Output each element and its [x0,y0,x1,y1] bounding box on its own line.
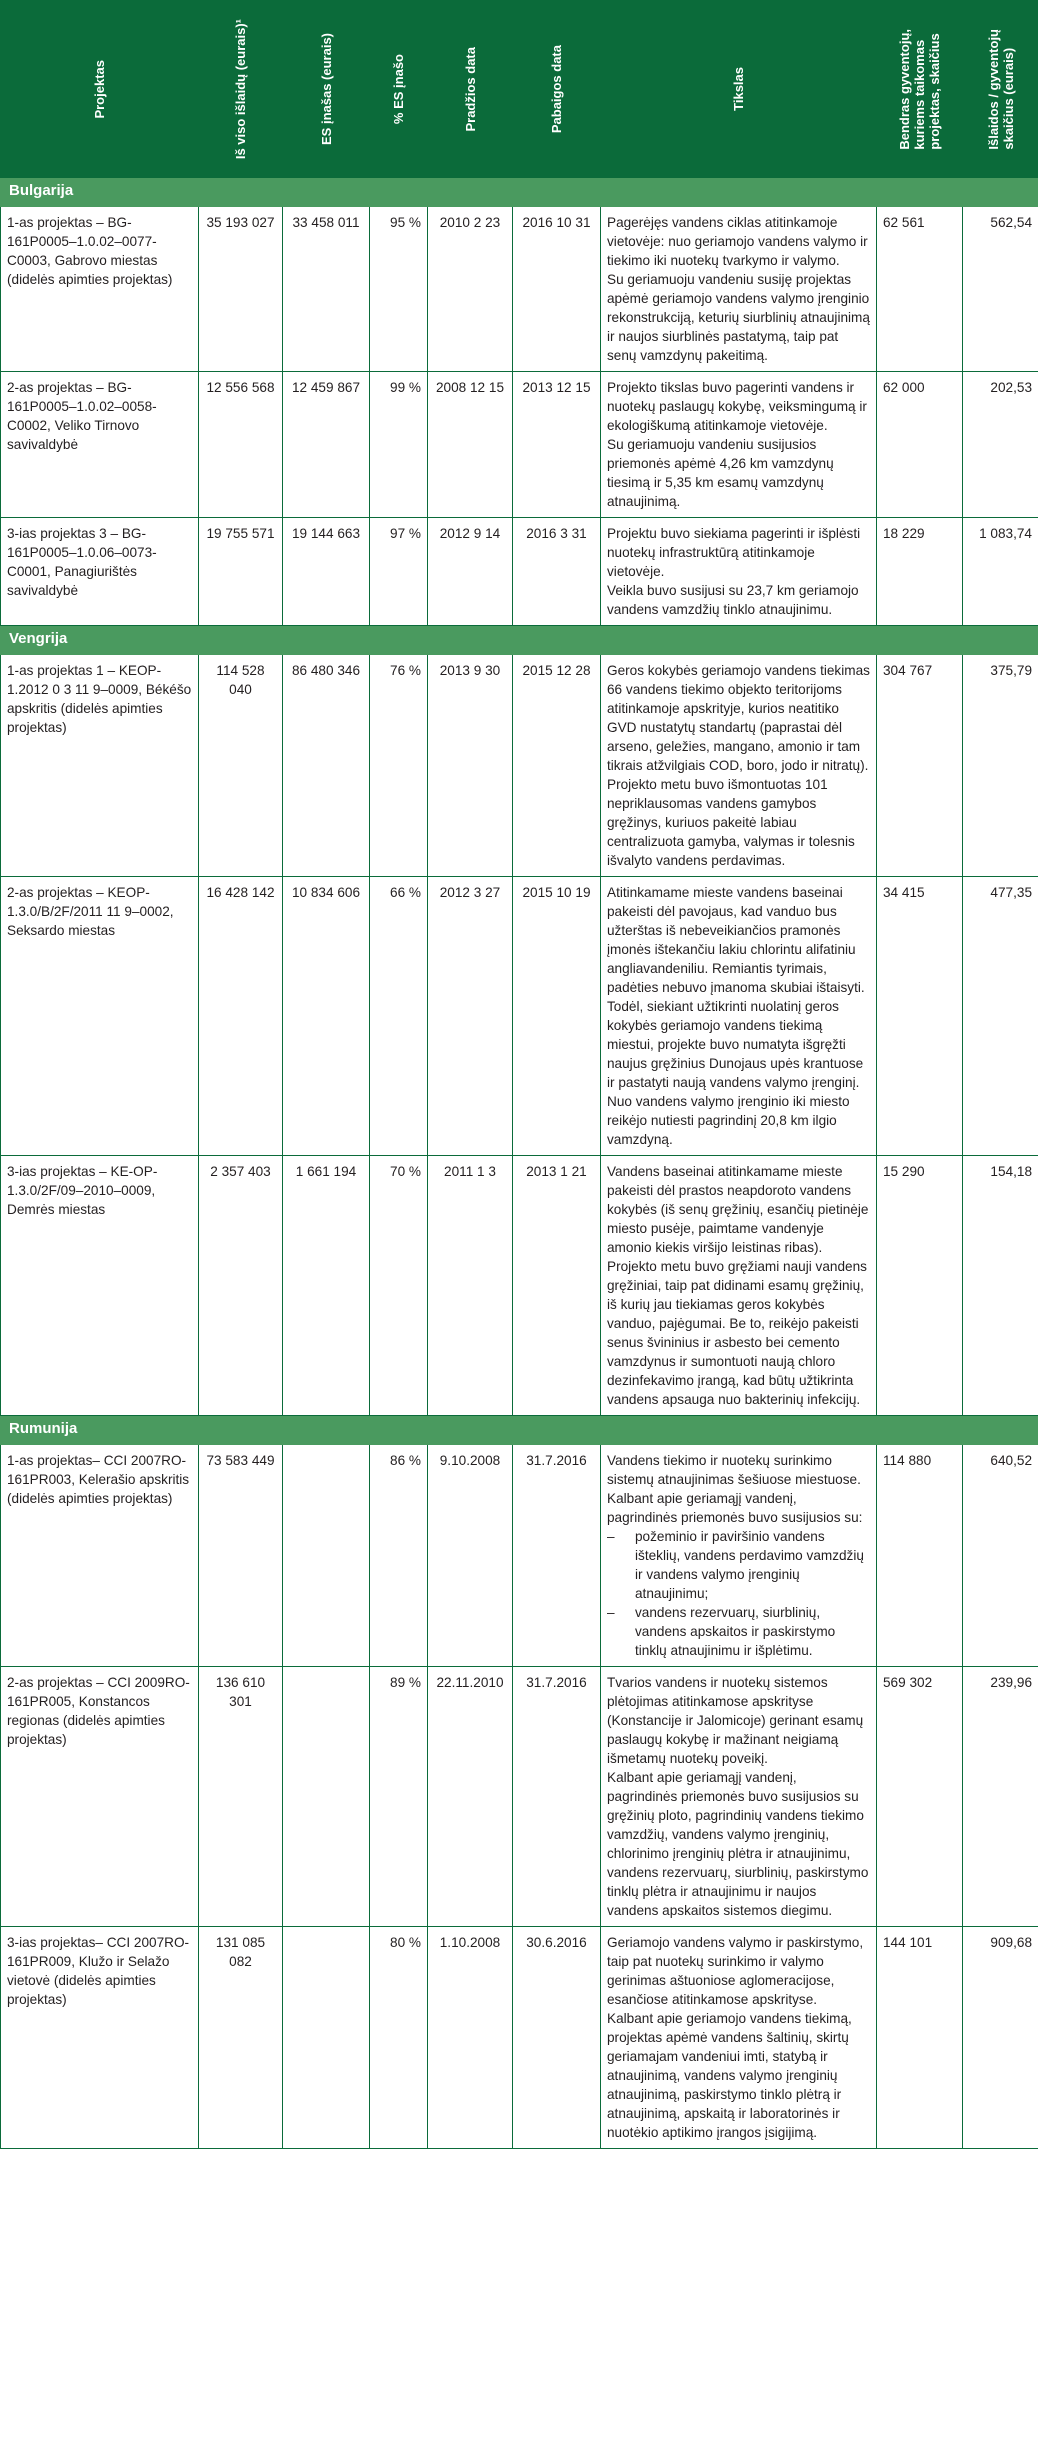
objective-bullet [607,1527,870,1603]
end-date-cell: 2015 10 19 [513,877,601,1156]
header-population: Bendras gyventojų, kuriems taikomas projektas, skaičius [877,1,963,178]
cost-per-capita-cell: 375,79 [963,655,1038,877]
eu-percent-cell: 86 % [370,1445,428,1667]
objective-paragraph: Vandens tiekimo ir nuotekų surinkimo sistemų atnaujinimas šešiuose miestuose. [607,1453,861,1487]
cost-per-capita-cell: 154,18 [963,1156,1038,1416]
country-name: Bulgarija [1,178,1038,207]
project-cell: 2-as projektas – CCI 2009RO-161PR005, Konstancos regionas (didelės apimties projektas) [1,1667,199,1927]
start-date-cell: 2010 2 23 [428,207,513,372]
population-cell: 18 229 [877,518,963,626]
project-cell: 1-as projektas 1 – KEOP-1.2012 0 3 11 9–0009, Békéšo apskritis (didelės apimties projektas) [1,655,199,877]
end-date-cell: 31.7.2016 [513,1667,601,1927]
cost-per-capita-cell: 909,68 [963,1927,1038,2149]
objective-paragraph: Projekto metu buvo išmontuotas 101 nepriklausomas vandens gamybos gręžinys, kuriuos pakeitė labiau centralizuota gamyba, valymas ir tolesnis išvalyto vandens perdavimas. [607,777,855,868]
country-row [1,1416,1038,1445]
total-cost-cell: 114 528 040 [199,655,283,877]
total-cost-cell: 136 610 301 [199,1667,283,1927]
table-row [1,1927,1038,2149]
header-total-cost: Iš viso išlaidų (eurais)¹ [199,1,283,178]
eu-contribution-cell [283,1667,370,1927]
bullet-text: požeminio ir paviršinio vandens išteklių, vandens perdavimo vamzdžių ir vandens valymo įrenginių atnaujinimu; [635,1529,864,1601]
project-cell: 1-as projektas – BG-161P0005–1.0.02–0077-C0003, Gabrovo miestas (didelės apimties projektas) [1,207,199,372]
table-row [1,372,1038,518]
header-eu-percent: % ES įnašo [370,1,428,178]
start-date-cell: 2011 1 3 [428,1156,513,1416]
eu-contribution-cell [283,1927,370,2149]
start-date-cell: 2008 12 15 [428,372,513,518]
project-cell: 3-ias projektas– CCI 2007RO-161PR009, Klužo ir Selažo vietovė (didelės apimties projektas) [1,1927,199,2149]
objective-cell [601,1156,877,1416]
end-date-cell: 2016 3 31 [513,518,601,626]
objective-paragraph: Kalbant apie geriamąjį vandenį, pagrindinės priemonės buvo susijusios su gręžinių ploto, pagrindinių vandens tiekimo vamzdžių, vandens valymo įrenginių, chlorinimo įrenginių plėtra ir atnaujinimu, vandens rezervuarų, siurblinių, paskirstymo tinklų plėtra ir atnaujinimu ir naujos vandens apskaitos sistemos diegimu. [607,1770,869,1918]
eu-percent-cell: 76 % [370,655,428,877]
start-date-cell: 2013 9 30 [428,655,513,877]
eu-percent-cell: 89 % [370,1667,428,1927]
project-cell: 1-as projektas– CCI 2007RO-161PR003, Kelerašio apskritis (didelės apimties projektas) [1,1445,199,1667]
objective-cell [601,1445,877,1667]
country-row [1,626,1038,655]
population-cell: 34 415 [877,877,963,1156]
eu-contribution-cell: 86 480 346 [283,655,370,877]
eu-percent-cell: 97 % [370,518,428,626]
end-date-cell: 2015 12 28 [513,655,601,877]
country-name: Vengrija [1,626,1038,655]
bullet-dash: – [607,1605,615,1620]
end-date-cell: 2016 10 31 [513,207,601,372]
header-end-date: Pabaigos data [513,1,601,178]
eu-contribution-cell: 10 834 606 [283,877,370,1156]
objective-paragraph: Projektu buvo siekiama pagerinti ir išplėsti nuotekų infrastruktūrą atitinkamoje vietovėje. [607,526,861,579]
total-cost-cell: 2 357 403 [199,1156,283,1416]
bullet-text: vandens rezervuarų, siurblinių, vandens apskaitos ir paskirstymo tinklų atnaujinimu ir išplėtimu. [635,1605,836,1658]
cost-per-capita-cell: 640,52 [963,1445,1038,1667]
eu-percent-cell: 80 % [370,1927,428,2149]
population-cell: 62 000 [877,372,963,518]
population-cell: 304 767 [877,655,963,877]
table-row [1,1156,1038,1416]
objective-paragraph: Geriamojo vandens valymo ir paskirstymo, taip pat nuotekų surinkimo ir valymo gerinimas aštuoniose aglomeracijose, esančiose atitinkamose apskrityse. [607,1935,864,2007]
table-row [1,877,1038,1156]
start-date-cell: 2012 3 27 [428,877,513,1156]
total-cost-cell: 35 193 027 [199,207,283,372]
objective-paragraph: Tvarios vandens ir nuotekų sistemos plėtojimas atitinkamose apskrityse (Konstancije ir Jalomicoje) gerinant esamų paslaugų kokybę ir mažinant neigiamą išmetamų nuotekų poveikį. [607,1675,864,1766]
objective-paragraph: Kalbant apie geriamojo vandens tiekimą, projektas apėmė vandens šaltinių, skirtų geriamajam vandeniui imti, statybą ir atnaujinimą, vandens valymo įrenginių atnaujinimą, paskirstymo tinklo plėtrą ir atnaujinimą, apskaitą ir laboratorinės ir nuotėkio aptikimo įrangos įsigijimą. [607,2011,852,2140]
objective-cell [601,1667,877,1927]
end-date-cell: 31.7.2016 [513,1445,601,1667]
start-date-cell: 2012 9 14 [428,518,513,626]
objective-paragraph: Pagerėjęs vandens ciklas atitinkamoje vietovėje: nuo geriamojo vandens valymo ir tiekimo iki nuotekų tvarkymo ir valymo. [607,215,868,268]
table-row [1,655,1038,877]
objective-cell [601,1927,877,2149]
objective-bullet [607,1603,870,1660]
header-objective: Tikslas [601,1,877,178]
eu-percent-cell: 66 % [370,877,428,1156]
eu-percent-cell: 70 % [370,1156,428,1416]
objective-paragraph: Projekto metu buvo gręžiami nauji vandens gręžiniai, taip pat didinami esamų gręžinių, iš kurių jau tiekiamas geros kokybės vanduo, pajėgumai. Be to, reikėjo pakeisti senus švininius ir asbesto bei cemento vamzdynus ir sumontuoti naują chloro dezinfekavimo įrangą, kad būtų užtikrinta vandens apsauga nuo bakterinių infekcijų. [607,1259,867,1407]
objective-paragraph: Veikla buvo susijusi su 23,7 km geriamojo vandens vamzdžių tinklo atnaujinimu. [607,583,859,617]
objective-cell [601,372,877,518]
end-date-cell: 2013 12 15 [513,372,601,518]
cost-per-capita-cell: 477,35 [963,877,1038,1156]
header-eu-contribution: ES įnašas (eurais) [283,1,370,178]
table-row [1,1445,1038,1667]
objective-paragraph: Kalbant apie geriamąjį vandenį, pagrindinės priemonės buvo susijusios su: [607,1491,863,1525]
start-date-cell: 1.10.2008 [428,1927,513,2149]
country-row [1,178,1038,207]
cost-per-capita-cell: 562,54 [963,207,1038,372]
population-cell: 569 302 [877,1667,963,1927]
start-date-cell: 9.10.2008 [428,1445,513,1667]
project-cell: 2-as projektas – KEOP-1.3.0/B/2F/2011 11 9–0002, Seksardo miestas [1,877,199,1156]
header-project: Projektas [1,1,199,178]
country-name: Rumunija [1,1416,1038,1445]
header-row [1,1,1038,178]
end-date-cell: 2013 1 21 [513,1156,601,1416]
total-cost-cell: 131 085 082 [199,1927,283,2149]
objective-paragraph: Atitinkamame mieste vandens baseinai pakeisti dėl pavojaus, kad vanduo bus užterštas iš nebeveikiančios pramonės įmonės ištekančiu lakiu chlorintu alifatiniu angliavandeniliu. Remiantis tyrimais, padėties nebuvo įmanoma skubiai ištaisyti. Todėl, siekiant užtikrinti nuolatinį geros kokybės geriamojo vandens tiekimą miestui, projekte buvo numatyta išgręžti naujus gręžinius Dunojaus upės krantuose ir pastatyti naują vandens valymo įrenginį. Nuo vandens valymo įrenginio iki miesto reikėjo nutiesti pagrindinį 20,8 km ilgio vamzdyną. [607,885,865,1147]
population-cell: 62 561 [877,207,963,372]
cost-per-capita-cell: 239,96 [963,1667,1038,1927]
start-date-cell: 22.11.2010 [428,1667,513,1927]
header-cost-per-capita: Išlaidos / gyventojų skaičius (eurais) [963,1,1038,178]
objective-paragraph: Projekto tikslas buvo pagerinti vandens ir nuotekų paslaugų kokybę, veiksmingumą ir ekologiškumą atitinkamoje vietovėje. [607,380,867,433]
objective-paragraph: Su geriamuoju vandeniu susiję projektas apėmė geriamojo vandens valymo įrenginio rekonstrukciją, keturių siurblinių atnaujinimą ir naujos siurblinės pastatymą, taip pat senų vamzdynų pakeitimą. [607,272,870,363]
objective-cell [601,655,877,877]
population-cell: 144 101 [877,1927,963,2149]
total-cost-cell: 19 755 571 [199,518,283,626]
objective-paragraph: Su geriamuoju vandeniu susijusios priemonės apėmė 4,26 km vamzdynų tiesimą ir 5,35 km esamų vamzdynų atnaujinimą. [607,437,834,509]
project-cell: 2-as projektas – BG-161P0005–1.0.02–0058-C0002, Veliko Tirnovo savivaldybė [1,372,199,518]
objective-paragraph: Vandens baseinai atitinkamame mieste pakeisti dėl prastos neapdoroto vandens kokybės (iš senų gręžinių, esančių pietinėje miesto pusėje, paimtame vandenyje amonio kiekis viršijo leistinas ribas). [607,1164,869,1255]
table-row [1,1667,1038,1927]
table-row [1,207,1038,372]
project-cell: 3-ias projektas 3 – BG-161P0005–1.0.06–0073-C0001, Panagiurištės savivaldybė [1,518,199,626]
population-cell: 114 880 [877,1445,963,1667]
total-cost-cell: 16 428 142 [199,877,283,1156]
end-date-cell: 30.6.2016 [513,1927,601,2149]
eu-contribution-cell: 19 144 663 [283,518,370,626]
eu-contribution-cell [283,1445,370,1667]
total-cost-cell: 12 556 568 [199,372,283,518]
population-cell: 15 290 [877,1156,963,1416]
eu-percent-cell: 99 % [370,372,428,518]
table-body [1,178,1038,2149]
eu-contribution-cell: 33 458 011 [283,207,370,372]
objective-paragraph: Geros kokybės geriamojo vandens tiekimas 66 vandens tiekimo objekto teritorijoms atitinkamoje apskrityje, kurios neatitiko GVD nustatytų standartų (paprastai dėl arseno, geležies, mangano, amonio ir tam tikrais atžvilgiais COD, boro, jodo ir nitratų). [607,663,870,773]
total-cost-cell: 73 583 449 [199,1445,283,1667]
eu-contribution-cell: 12 459 867 [283,372,370,518]
eu-percent-cell: 95 % [370,207,428,372]
bullet-dash: – [607,1529,615,1544]
objective-cell [601,207,877,372]
table-row [1,518,1038,626]
objective-cell [601,877,877,1156]
cost-per-capita-cell: 202,53 [963,372,1038,518]
eu-contribution-cell: 1 661 194 [283,1156,370,1416]
header-start-date: Pradžios data [428,1,513,178]
project-cell: 3-ias projektas – KE-OP-1.3.0/2F/09–2010–0009, Demrės miestas [1,1156,199,1416]
objective-cell [601,518,877,626]
cost-per-capita-cell: 1 083,74 [963,518,1038,626]
